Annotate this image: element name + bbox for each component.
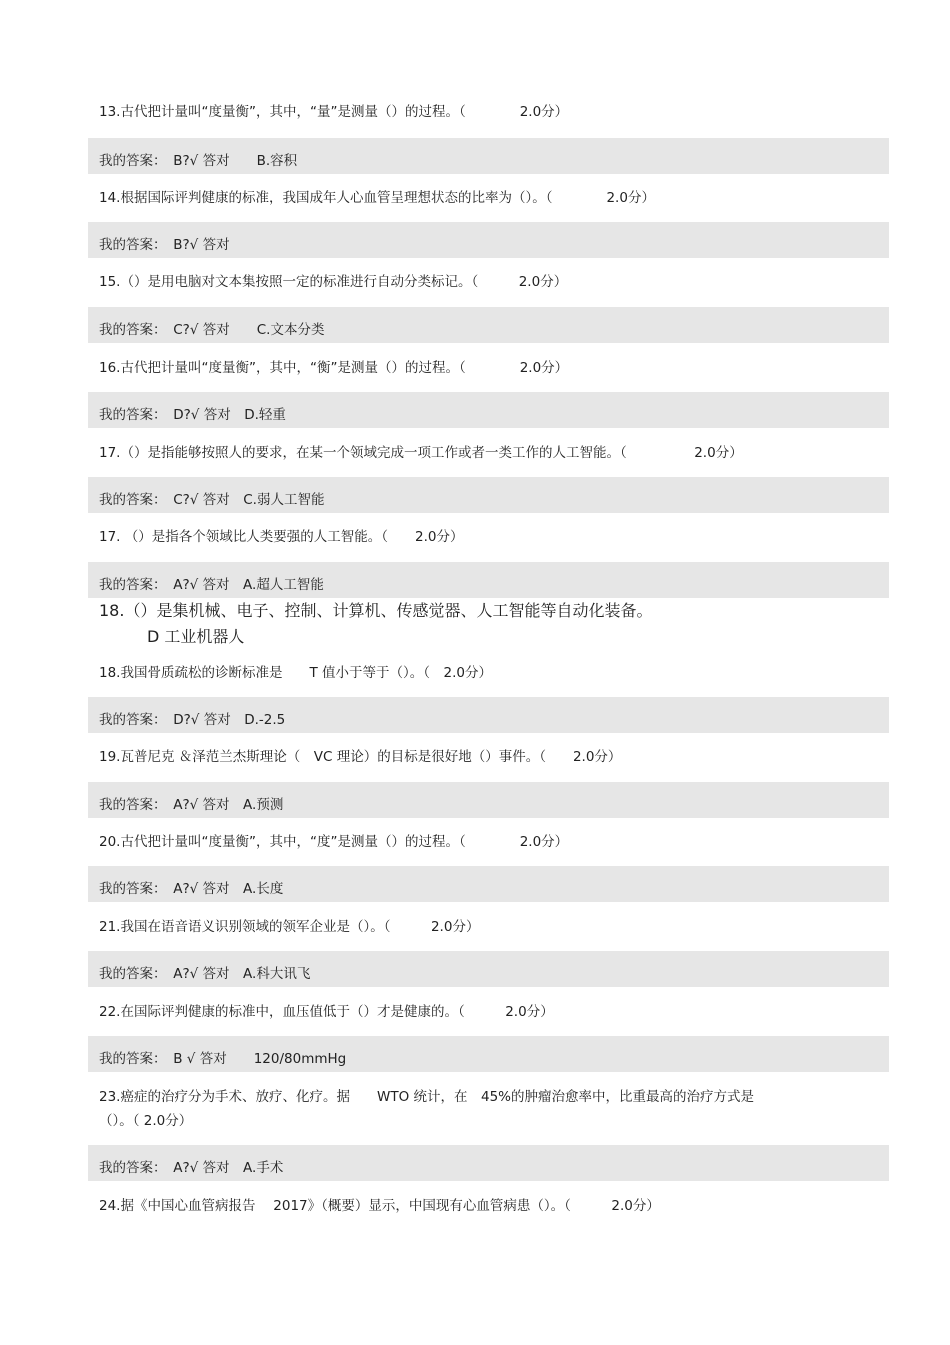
answer-text: 我的答案： B?√ 答对 B.容积 (99, 153, 298, 169)
question-18-large-answer: D 工业机器人 (147, 627, 245, 646)
question-18: 18.我国骨质疏松的诊断标准是 T 值小于等于（）。（ 2.0分） (99, 665, 492, 681)
question-21: 21.我国在语音语义识别领域的领军企业是（）。（ 2.0分） (99, 919, 480, 935)
answer-row (88, 307, 889, 343)
question-16: 16.古代把计量叫“度量衡”，其中，“衡”是测量（）的过程。（ 2.0分） (99, 360, 569, 376)
answer-row (88, 951, 889, 987)
answer-row (88, 222, 889, 258)
answer-text: 我的答案： D?√ 答对 D.-2.5 (99, 712, 286, 728)
question-23: 23.癌症的治疗分为手术、放疗、化疗。据 WTO 统计，在 45%的肿瘤治愈率中，比重最高的治疗方式是 （）。（ 2.0分） (99, 1089, 754, 1129)
answer-text: 我的答案： A?√ 答对 A.预测 (99, 797, 284, 813)
question-14: 14.根据国际评判健康的标准，我国成年人心血管呈理想状态的比率为（）。（ 2.0分） (99, 190, 655, 206)
question-24: 24.据《中国心血管病报告 2017》（概要）显示，中国现有心血管病患（）。（ 2.0分） (99, 1198, 660, 1214)
answer-text: 我的答案： A?√ 答对 A.长度 (99, 881, 284, 897)
answer-row (88, 1145, 889, 1181)
answer-text: 我的答案： C?√ 答对 C.弱人工智能 (99, 492, 325, 508)
question-20: 20.古代把计量叫“度量衡”，其中，“度”是测量（）的过程。（ 2.0分） (99, 834, 569, 850)
question-22: 22.在国际评判健康的标准中，血压值低于（）才是健康的。（ 2.0分） (99, 1004, 554, 1020)
question-17b: 17. （）是指各个领域比人类要强的人工智能。（ 2.0分） (99, 529, 464, 545)
question-18-large: 18.（）是集机械、电子、控制、计算机、传感觉器、人工智能等自动化装备。 (99, 601, 653, 620)
answer-row (88, 697, 889, 733)
answer-text: 我的答案： B √ 答对 120/80mmHg (99, 1051, 347, 1067)
question-13: 13.古代把计量叫“度量衡”，其中，“量”是测量（）的过程。（ 2.0分） (99, 104, 569, 120)
question-15: 15.（）是用电脑对文本集按照一定的标准进行自动分类标记。（ 2.0分） (99, 274, 568, 290)
answer-text: 我的答案： D?√ 答对 D.轻重 (99, 407, 286, 423)
question-17: 17.（）是指能够按照人的要求，在某一个领域完成一项工作或者一类工作的人工智能。（ 2.0分） (99, 445, 743, 461)
answer-row (88, 138, 889, 174)
answer-row (88, 1036, 889, 1072)
answer-row (88, 477, 889, 513)
answer-row (88, 392, 889, 428)
answer-text: 我的答案： A?√ 答对 A.手术 (99, 1160, 284, 1176)
answer-text: 我的答案： C?√ 答对 C.文本分类 (99, 322, 325, 338)
answer-text: 我的答案： B?√ 答对 (99, 237, 230, 253)
answer-row (88, 866, 889, 902)
question-19: 19.瓦普尼克 ＆泽范兰杰斯理论（ VC 理论）的目标是很好地（）事件。（ 2.0分） (99, 749, 622, 765)
answer-row (88, 562, 889, 598)
answer-text: 我的答案： A?√ 答对 A.超人工智能 (99, 577, 324, 593)
answer-row (88, 782, 889, 818)
answer-text: 我的答案： A?√ 答对 A.科大讯飞 (99, 966, 311, 982)
